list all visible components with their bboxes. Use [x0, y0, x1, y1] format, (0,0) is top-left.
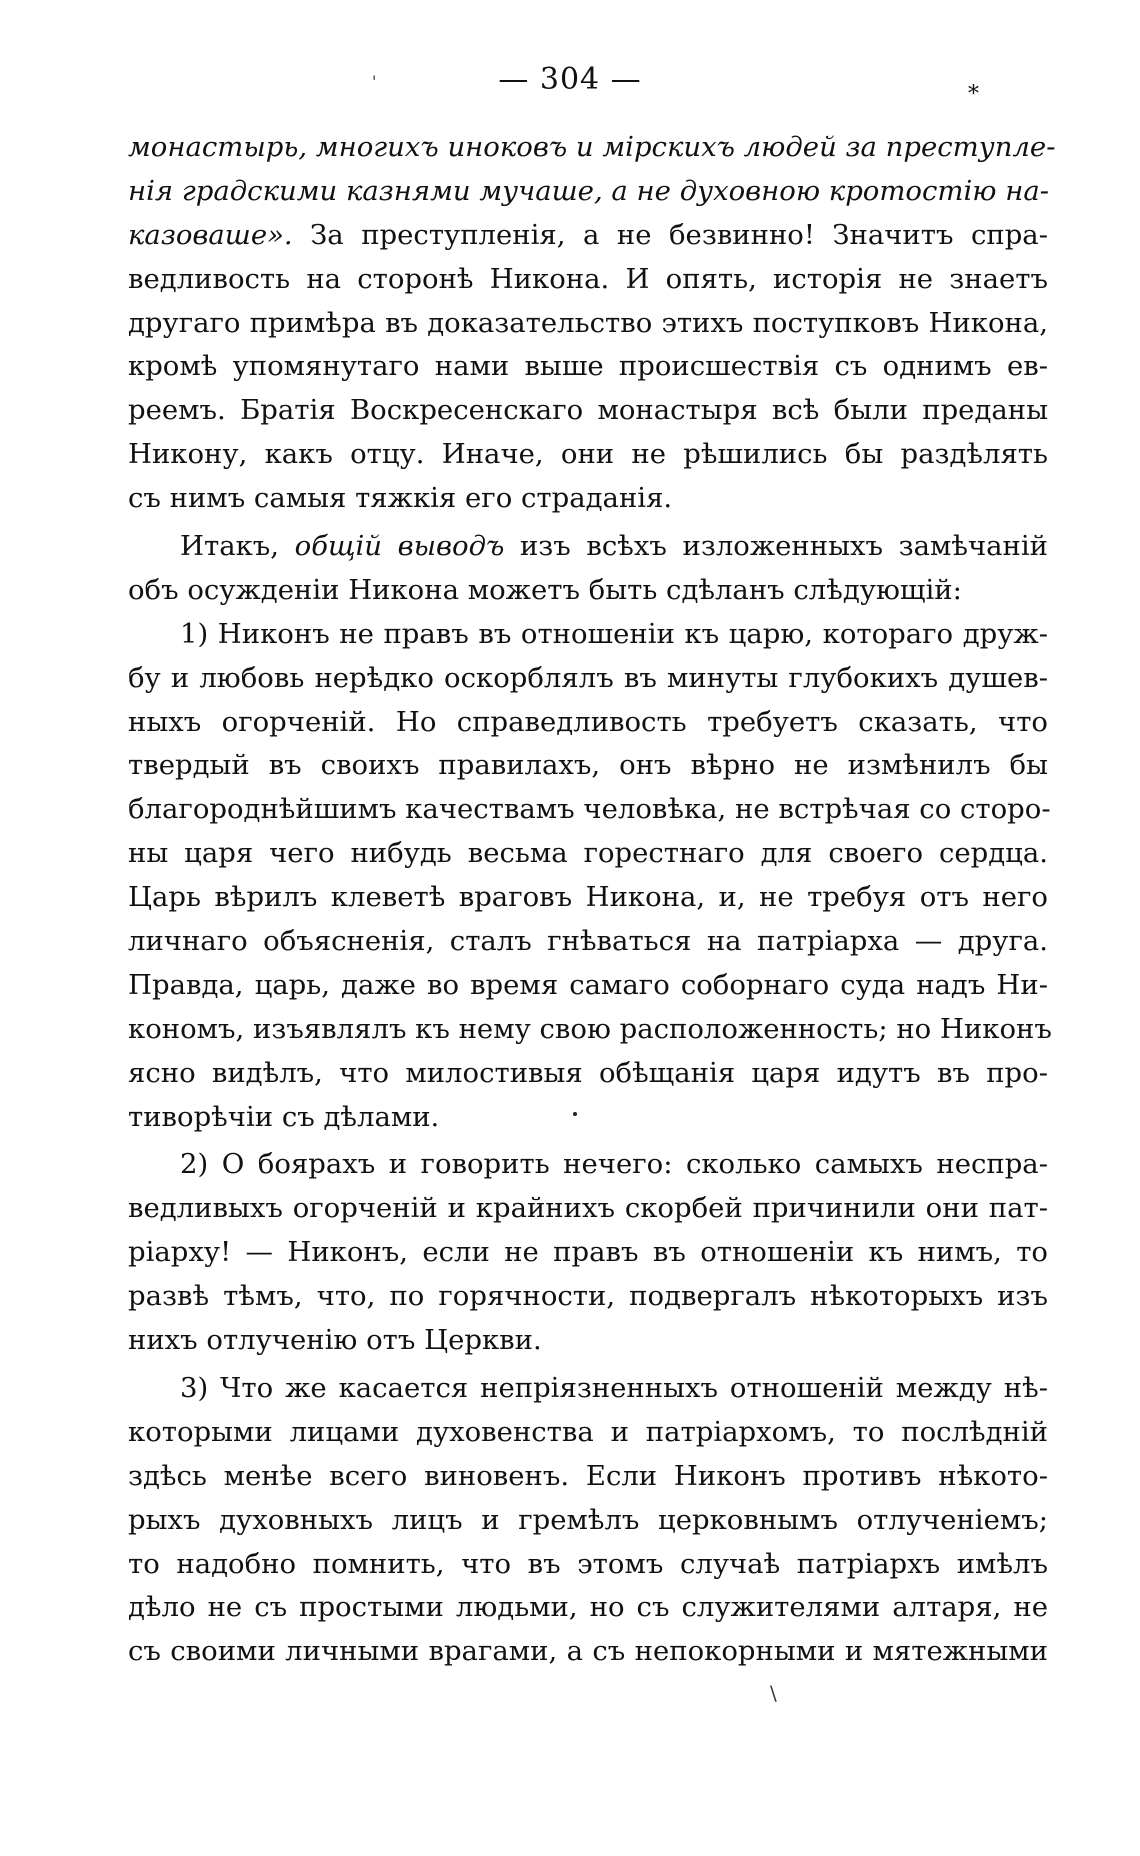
text-line [128, 525, 1048, 569]
text-segment: съ своими личными врагами, а съ непокорными и мятежными [128, 1635, 1048, 1668]
text-line [128, 1499, 1048, 1543]
text-segment: личнаго объясненія, сталъ гнѣваться на патріарха — друга. [128, 925, 1048, 958]
text-segment: другаго примѣра въ доказательство этихъ поступковъ Никона, [128, 306, 1048, 339]
italic-text-segment: монастырь, многихъ иноковъ и мірскихъ людей за преступле- [128, 131, 1056, 163]
text-line [128, 613, 1048, 657]
text-segment: дѣло не съ простыми людьми, но съ служителями алтаря, не [128, 1591, 1048, 1624]
text-line [128, 876, 1048, 920]
text-segment: За преступленія, а не безвинно! Значитъ спра- [292, 218, 1048, 251]
stray-mark-bottom: \ [770, 1681, 777, 1705]
text-line [128, 744, 1048, 788]
text-segment: ны царя чего нибудь весьма горестнаго для своего сердца. [128, 837, 1048, 870]
text-segment: тиворѣчіи съ дѣлами. [128, 1100, 440, 1133]
text-line [128, 1630, 1048, 1674]
text-line [128, 433, 1048, 477]
text-segment: Итакъ, [180, 530, 295, 563]
text-segment: ріарху! — Никонъ, если не правъ въ отношеніи къ нимъ, то [128, 1236, 1048, 1269]
text-line [128, 345, 1048, 389]
text-line [128, 1586, 1048, 1630]
text-line [128, 832, 1048, 876]
text-line [128, 302, 1048, 346]
text-segment: съ нимъ самыя тяжкія его страданія. [128, 482, 673, 515]
text-segment: ведливость на сторонѣ Никона. И опять, исторія не знаетъ [128, 262, 1048, 295]
page-number: — 304 — [498, 62, 642, 97]
text-line [128, 1543, 1048, 1587]
text-segment: ныхъ огорченій. Но справедливость требуетъ сказать, что [128, 705, 1048, 738]
text-line [128, 170, 1048, 214]
text-line [128, 126, 1056, 170]
italic-text-segment: общій выводъ [294, 530, 505, 563]
text-segment: Никону, какъ отцу. Иначе, они не рѣшились бы раздѣлять [128, 438, 1048, 471]
text-segment: которыми лицами духовенства и патріархомъ, то послѣдній [128, 1415, 1048, 1448]
text-line [128, 1008, 1052, 1052]
text-line [128, 569, 1048, 613]
text-segment: здѣсь менѣе всего виновенъ. Если Никонъ противъ нѣкото- [128, 1459, 1048, 1492]
corner-mark: * [968, 82, 979, 107]
text-segment: объ осужденіи Никона можетъ быть сдѣланъ слѣдующій: [128, 573, 962, 606]
text-segment: рыхъ духовныхъ лицъ и гремѣлъ церковнымъ отлученіемъ; [128, 1503, 1048, 1536]
text-line [128, 1187, 1048, 1231]
text-line [128, 788, 1051, 832]
text-segment: благороднѣйшимъ качествамъ человѣка, не встрѣчая со сторо- [128, 793, 1051, 826]
text-line [128, 1052, 1048, 1096]
text-segment: нихъ отлученію отъ Церкви. [128, 1324, 542, 1357]
text-line [128, 214, 1048, 258]
text-line [128, 1367, 1048, 1411]
text-line [128, 258, 1048, 302]
text-segment: реемъ. Братія Воскресенскаго монастыря всѣ были преданы [128, 394, 1048, 427]
text-segment: 2) О боярахъ и говорить нечего: сколько самыхъ неспра- [180, 1148, 1048, 1181]
text-line [128, 657, 1048, 701]
body-text [128, 126, 1056, 1674]
text-segment: ясно видѣлъ, что милостивыя обѣщанія царя идутъ въ про- [128, 1056, 1048, 1089]
italic-text-segment: нія градскими казнями мучаше, а не духовною кротостію на- [128, 174, 1050, 207]
text-segment: 1) Никонъ не правъ въ отношеніи къ царю, котораго друж- [180, 617, 1048, 650]
stray-mark-top: ' [372, 72, 377, 91]
text-line [128, 1275, 1048, 1319]
text-line [128, 964, 1048, 1008]
text-line [128, 701, 1048, 745]
text-segment: ведливыхъ огорченій и крайнихъ скорбей причинили они пат- [128, 1192, 1048, 1225]
text-segment: бу и любовь нерѣдко оскорблялъ въ минуты глубокихъ душев- [128, 661, 1048, 694]
text-line [128, 477, 1048, 521]
text-segment: Правда, царь, даже во время самаго соборнаго суда надъ Ни- [128, 968, 1048, 1001]
text-segment: кромѣ упомянутаго нами выше происшествія съ однимъ ев- [128, 350, 1048, 383]
text-segment: Царь вѣрилъ клеветѣ враговъ Никона, и, не требуя отъ него [128, 881, 1048, 914]
text-segment: развѣ тѣмъ, что, по горячности, подвергалъ нѣкоторыхъ изъ [128, 1280, 1048, 1313]
text-segment: твердый въ своихъ правилахъ, онъ вѣрно не измѣнилъ бы [128, 749, 1048, 782]
text-line [128, 1411, 1048, 1455]
text-segment: то надобно помнить, что въ этомъ случаѣ патріархъ имѣлъ [128, 1547, 1048, 1580]
text-segment: 3) Что же касается непріязненныхъ отношеній между нѣ- [180, 1371, 1048, 1404]
text-line [128, 1455, 1048, 1499]
text-line [128, 1231, 1048, 1275]
text-line [128, 920, 1048, 964]
text-line [128, 1319, 1048, 1363]
text-line [128, 1143, 1048, 1187]
italic-text-segment: казоваше». [128, 218, 293, 251]
text-segment: изъ всѣхъ изложенныхъ замѣчаній [504, 530, 1048, 563]
text-line [128, 1096, 1048, 1140]
text-segment: кономъ, изъявлялъ къ нему свою расположенность; но Никонъ [128, 1012, 1052, 1045]
text-line [128, 389, 1048, 433]
